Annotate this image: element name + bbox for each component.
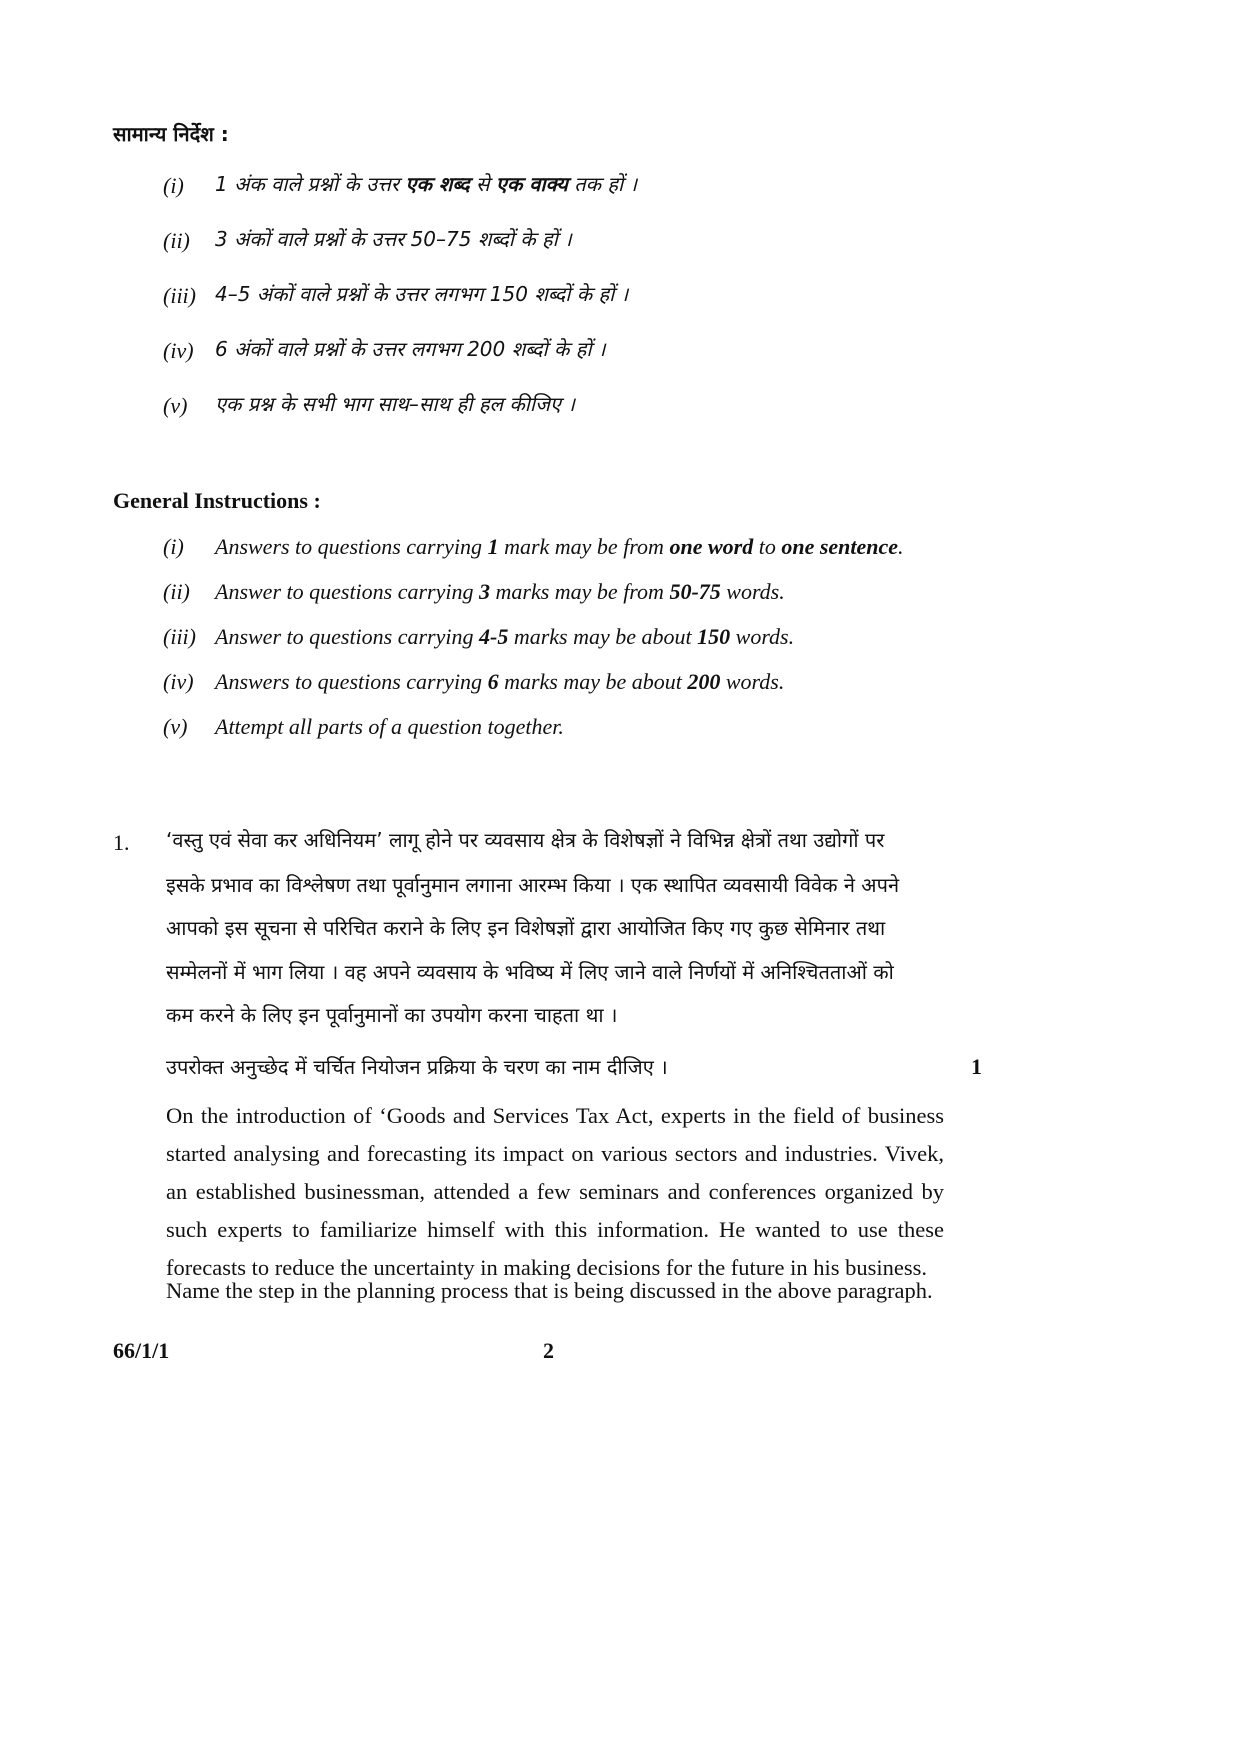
question-hindi-line: ‘वस्तु एवं सेवा कर अधिनियम’ लागू होने पर व्यवसाय क्षेत्र के विशेषज्ञों ने विभिन्न क्षेत्रों तथा उद्योगों पर	[166, 828, 885, 852]
english-item-text: Answers to questions carrying 6 marks may be about 200 words.	[215, 669, 785, 694]
hindi-item-num: (i)	[163, 173, 184, 198]
paper-code: 66/1/1	[113, 1338, 170, 1363]
question-number: 1.	[113, 830, 130, 855]
hindi-item-text: 6 अंकों वाले प्रश्नों के उत्तर लगभग 200 शब्दों के हों ।	[215, 337, 606, 361]
question-hindi-line: कम करने के लिए इन पूर्वानुमानों का उपयोग करना चाहता था ।	[166, 1003, 618, 1027]
english-item-num: (iv)	[163, 669, 194, 694]
hindi-item-text: एक प्रश्न के सभी भाग साथ–साथ ही हल कीजिए ।	[215, 392, 575, 416]
page-number: 2	[543, 1338, 554, 1363]
question-marks: 1	[971, 1054, 982, 1079]
question-hindi-line: आपको इस सूचना से परिचित कराने के लिए इन विशेषज्ञों द्वारा आयोजित किए गए कुछ सेमिनार तथा	[166, 916, 886, 940]
english-instructions-heading: General Instructions :	[113, 488, 321, 513]
english-item-num: (i)	[163, 534, 184, 559]
question-english-prompt: Name the step in the planning process that is being discussed in the above paragraph.	[166, 1278, 933, 1303]
english-item-text: Answer to questions carrying 3 marks may be from 50-75 words.	[215, 579, 785, 604]
english-item-num: (ii)	[163, 579, 190, 604]
english-item-num: (iii)	[163, 624, 196, 649]
hindi-item-num: (v)	[163, 393, 188, 418]
question-hindi-prompt: उपरोक्त अनुच्छेद में चर्चित नियोजन प्रक्रिया के चरण का नाम दीजिए ।	[166, 1055, 668, 1079]
question-english-paragraph: On the introduction of ‘Goods and Services Tax Act, experts in the field of business started analysing and forecasting its impact on various sectors and industries. Vivek, an established businessman, attended a few seminars and conferences organized by such experts to familiarize himself with this information. He wanted to use these forecasts to reduce the uncertainty in making decisions for the future in his business.	[166, 1103, 944, 1280]
hindi-item-text: 3 अंकों वाले प्रश्नों के उत्तर 50–75 शब्दों के हों ।	[215, 227, 572, 251]
hindi-item-num: (ii)	[163, 228, 190, 253]
question-hindi-line: सम्मेलनों में भाग लिया । वह अपने व्यवसाय के भविष्य में लिए जाने वाले निर्णयों में अनिश्चितताओं को	[166, 960, 894, 984]
english-item-text: Attempt all parts of a question together.	[215, 714, 564, 739]
english-item-text: Answers to questions carrying 1 mark may be from one word to one sentence.	[215, 534, 904, 559]
hindi-item-text: 1 अंक वाले प्रश्नों के उत्तर एक शब्द से एक वाक्य तक हों ।	[215, 172, 638, 196]
hindi-item-text: 4–5 अंकों वाले प्रश्नों के उत्तर लगभग 150 शब्दों के हों ।	[215, 282, 629, 306]
hindi-item-num: (iv)	[163, 338, 194, 363]
english-item-text: Answer to questions carrying 4-5 marks may be about 150 words.	[215, 624, 795, 649]
question-hindi-line: इसके प्रभाव का विश्लेषण तथा पूर्वानुमान लगाना आरम्भ किया । एक स्थापित व्यवसायी विवेक ने अपने	[166, 873, 900, 897]
hindi-item-num: (iii)	[163, 283, 196, 308]
hindi-instructions-heading: सामान्य निर्देश :	[113, 122, 229, 146]
english-item-num: (v)	[163, 714, 188, 739]
